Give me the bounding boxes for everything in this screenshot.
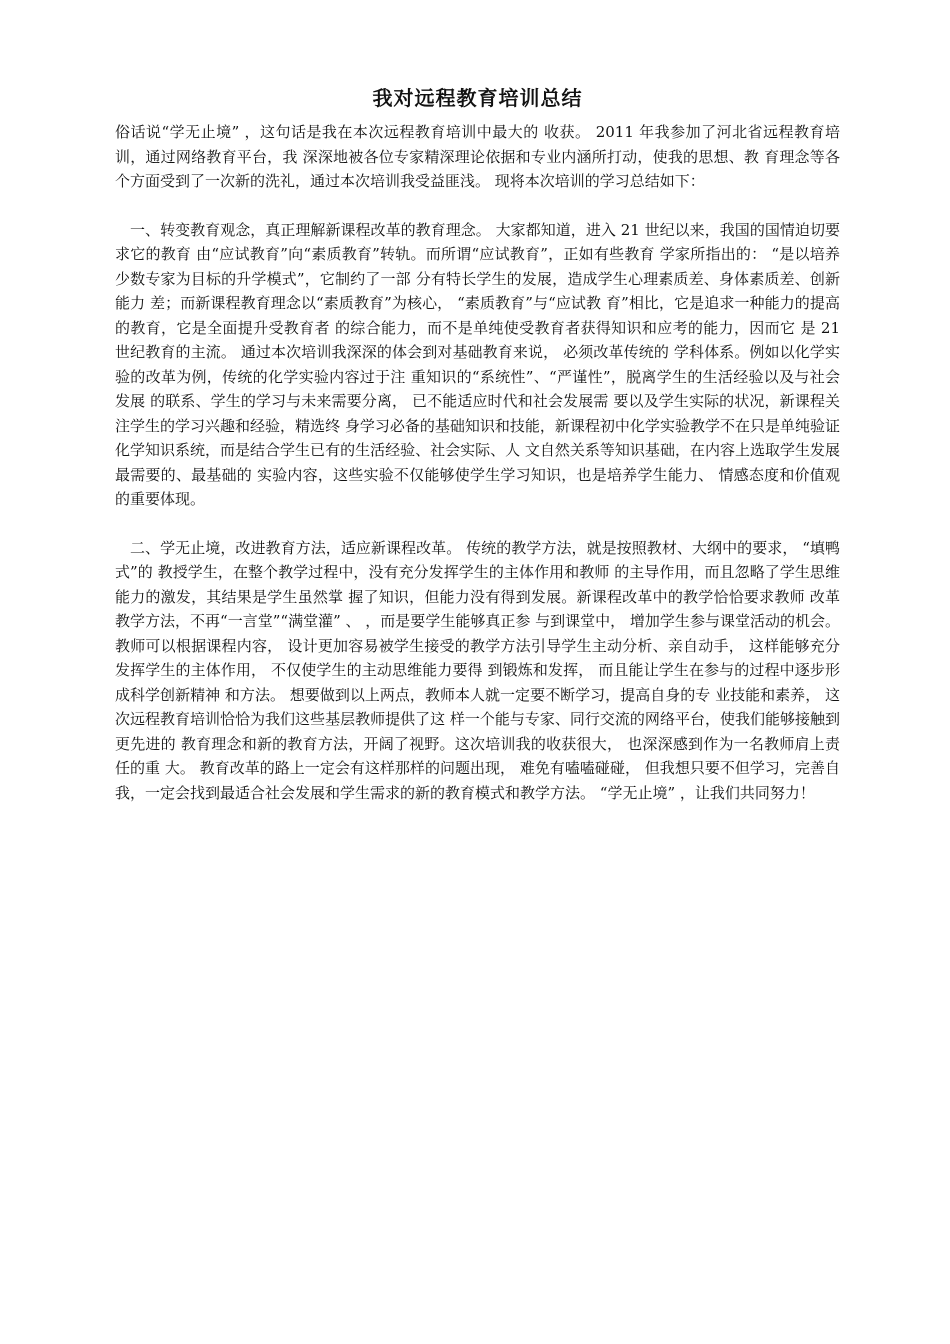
intro-paragraph: 俗话说“学无止境” ，这句话是我在本次远程教育培训中最大的 收获。 2011 年我参加了河北省远程教育培训，通过网络教育平台，我 深深地被各位专家精深理论依据和专业内涵所打动，使我的思想、教 育理念等各个方面受到了一次新的洗礼，通过本次培训我受益匪浅。 现将本次培训的学习总结如下： [115,123,840,190]
paragraph-spacer [115,512,840,536]
document-title: 我对远程教育培训总结 [372,86,583,110]
section-two-paragraph: 二、学无止境，改进教育方法，适应新课程改革。 传统的教学方法，就是按照教材、大纲中的要求， “填鸭式”的 教授学生，在整个教学过程中，没有充分发挥学生的主体作用和教师 的主导作用，而且忽略了学生思维能力的激发，其结果是学生虽然掌 握了知识，但能力没有得到发展。新课程改革中的教学恰恰要求教师 改革教学方法，不再“一言堂”“满堂灌” 、 ，而是要学生能够真正参 与到课堂中， 增加学生参与课堂活动的机会。 教师可以根据课程内容， 设计更加容易被学生接受的教学方法引导学生主动分析、亲自动手， 这样能够充分发挥学生的主体作用， 不仅使学生的主动思维能力要得 到锻炼和发挥， 而且能让学生在参与的过程中逐步形成科学创新精神 和方法。 想要做到以上两点，教师本人就一定要不断学习，提高自身的专 业技能和素养， 这次远程教育培训恰恰为我们这些基层教师提供了这 样一个能与专家、同行交流的网络平台，使我们能够接触到更先进的 教育理念和新的教育方法，开阔了视野。这次培训我的收获很大， 也深深感到作为一名教师肩上责任的重 大。 教育改革的路上一定会有这样那样的问题出现， 难免有嗑嗑碰碰， 但我想只要不但学习，完善自我，一定会找到最适合社会发展和学生需求的新的教育模式和教学方法。 “学无止境” ，让我们共同努力！ [115,538,840,802]
paragraph-spacer [115,194,840,218]
section-one-paragraph: 一、转变教育观念，真正理解新课程改革的教育理念。 大家都知道，进入 21 世纪以来，我国的国情迫切要求它的教育 由“应试教育”向“素质教育”转轨。而所谓“应试教育”，正如有些教育 学家所指出的： “是以培养少数专家为目标的升学模式”，它制约了一部 分有特长学生的发展，造成学生心理素质差、身体素质差、创新能力 差；而新课程教育理念以“素质教育”为核心， “素质教育”与“应试教 育”相比，它是追求一种能力的提高的教育，它是全面提升受教育者 的综合能力，而不是单纯使受教育者获得知识和应考的能力，因而它 是 21 世纪教育的主流。 通过本次培训我深深的体会到对基础教育来说， 必须改革传统的 学科体系。例如以化学实验的改革为例，传统的化学实验内容过于注 重知识的“系统性”、“严谨性”，脱离学生的生活经验以及与社会发展 的联系、学生的学习与未来需要分离， 已不能适应时代和社会发展需 要以及学生实际的状况，新课程关注学生的学习兴趣和经验，精选终 身学习必备的基础知识和技能，新课程初中化学实验教学不在只是单纯验证化学知识系统，而是结合学生已有的生活经验、社会实际、人 文自然关系等知识基础，在内容上选取学生发展最需要的、最基础的 实验内容，这些实验不仅能够使学生学习知识，也是培养学生能力、 情感态度和价值观的重要体现。 [115,220,840,508]
document-page [115,84,840,805]
